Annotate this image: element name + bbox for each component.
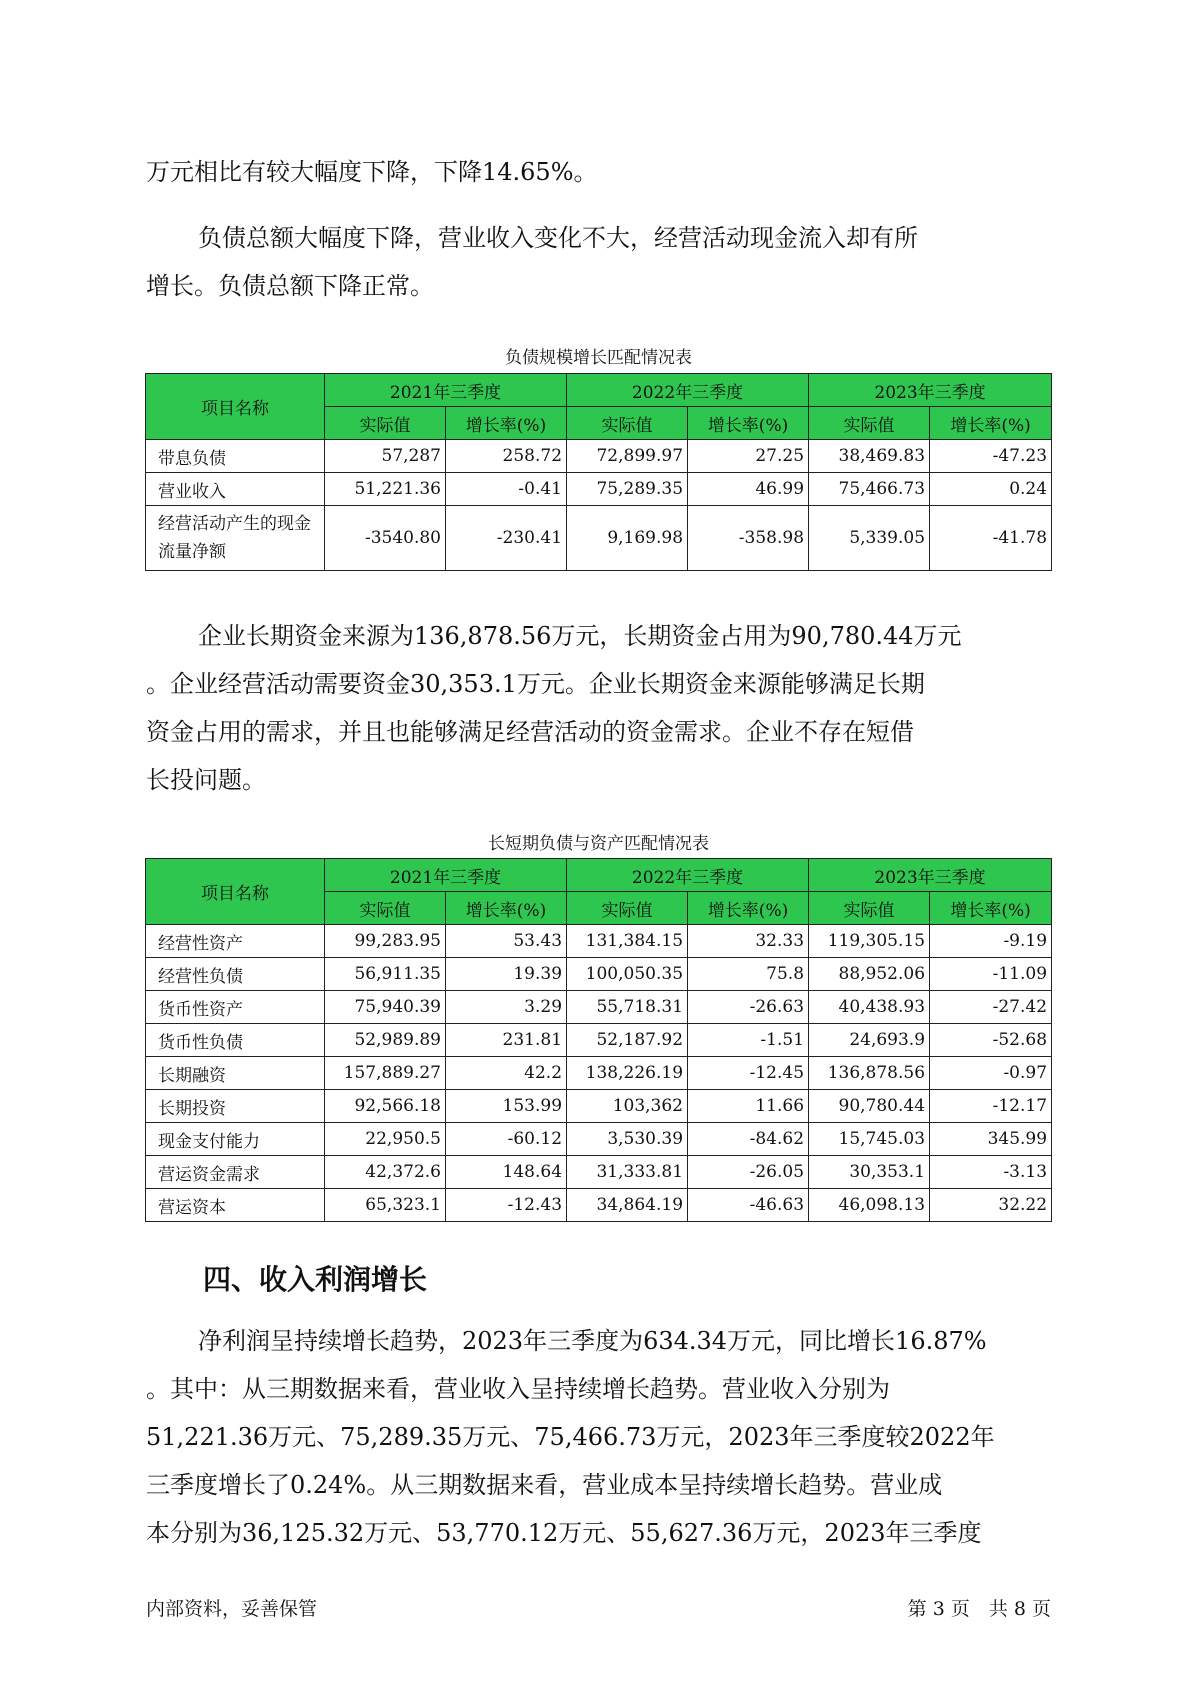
cell: 65,323.1 bbox=[325, 1189, 446, 1222]
header-growth: 增长率(%) bbox=[446, 892, 567, 925]
cell: 5,339.05 bbox=[809, 506, 930, 571]
cell: 119,305.15 bbox=[809, 925, 930, 958]
cell: -12.43 bbox=[446, 1189, 567, 1222]
cell: 75,289.35 bbox=[567, 473, 688, 506]
text-line: 长投问题。 bbox=[146, 766, 266, 794]
cell: 42,372.6 bbox=[325, 1156, 446, 1189]
cell: 46.99 bbox=[688, 473, 809, 506]
row-label: 营运资金需求 bbox=[146, 1156, 325, 1189]
section-heading: 四、收入利润增长 bbox=[203, 1263, 428, 1296]
cell: 131,384.15 bbox=[567, 925, 688, 958]
cell: 99,283.95 bbox=[325, 925, 446, 958]
table-row bbox=[146, 506, 1052, 571]
cell: 56,911.35 bbox=[325, 958, 446, 991]
text-line: 增长。负债总额下降正常。 bbox=[146, 272, 434, 300]
cell: -52.68 bbox=[930, 1024, 1052, 1057]
cell: -0.97 bbox=[930, 1057, 1052, 1090]
cell: -230.41 bbox=[446, 506, 567, 571]
table-row bbox=[146, 1123, 1052, 1156]
cell: -0.41 bbox=[446, 473, 567, 506]
cell: 22,950.5 bbox=[325, 1123, 446, 1156]
row-label: 带息负债 bbox=[146, 440, 325, 473]
cell: 138,226.19 bbox=[567, 1057, 688, 1090]
cell: 75.8 bbox=[688, 958, 809, 991]
row-label: 经营活动产生的现金流量净额 bbox=[146, 506, 325, 571]
footer-page-number: 第 3 页 共 8 页 bbox=[907, 1598, 1051, 1620]
text-line: 企业长期资金来源为136,878.56万元，长期资金占用为90,780.44万元 bbox=[198, 622, 962, 650]
cell: 3,530.39 bbox=[567, 1123, 688, 1156]
header-growth: 增长率(%) bbox=[688, 892, 809, 925]
header-actual: 实际值 bbox=[325, 892, 446, 925]
paragraph-4 bbox=[146, 1317, 1051, 1557]
cell: 157,889.27 bbox=[325, 1057, 446, 1090]
cell: 42.2 bbox=[446, 1057, 567, 1090]
text-line: 负债总额大幅度下降，营业收入变化不大，经营活动现金流入却有所 bbox=[198, 224, 918, 252]
header-growth: 增长率(%) bbox=[930, 892, 1052, 925]
cell: 0.24 bbox=[930, 473, 1052, 506]
text-line: 。其中：从三期数据来看，营业收入呈持续增长趋势。营业收入分别为 bbox=[146, 1375, 890, 1403]
paragraph-3 bbox=[146, 612, 1051, 804]
cell: -47.23 bbox=[930, 440, 1052, 473]
cell: 31,333.81 bbox=[567, 1156, 688, 1189]
paragraph-2 bbox=[146, 214, 1051, 310]
cell: 75,466.73 bbox=[809, 473, 930, 506]
table-row bbox=[146, 925, 1052, 958]
header-actual: 实际值 bbox=[325, 407, 446, 440]
table-1 bbox=[145, 373, 1052, 571]
text-line: 三季度增长了0.24%。从三期数据来看，营业成本呈持续增长趋势。营业成 bbox=[146, 1471, 943, 1499]
paragraph-1 bbox=[146, 148, 1051, 196]
cell: -3540.80 bbox=[325, 506, 446, 571]
cell: -60.12 bbox=[446, 1123, 567, 1156]
cell: -12.45 bbox=[688, 1057, 809, 1090]
header-growth: 增长率(%) bbox=[930, 407, 1052, 440]
header-actual: 实际值 bbox=[567, 407, 688, 440]
header-period: 2021年三季度 bbox=[325, 859, 567, 892]
cell: 38,469.83 bbox=[809, 440, 930, 473]
text-line: 51,221.36万元、75,289.35万元、75,466.73万元，2023年三季度较2022年 bbox=[146, 1423, 995, 1451]
cell: 75,940.39 bbox=[325, 991, 446, 1024]
header-period: 2023年三季度 bbox=[809, 859, 1052, 892]
table-row bbox=[146, 1057, 1052, 1090]
cell: 136,878.56 bbox=[809, 1057, 930, 1090]
table-row bbox=[146, 1156, 1052, 1189]
table-row bbox=[146, 440, 1052, 473]
table-row bbox=[146, 1189, 1052, 1222]
table-row bbox=[146, 958, 1052, 991]
table-row bbox=[146, 991, 1052, 1024]
cell: 32.22 bbox=[930, 1189, 1052, 1222]
header-period: 2021年三季度 bbox=[325, 374, 567, 407]
cell: -9.19 bbox=[930, 925, 1052, 958]
row-label: 长期投资 bbox=[146, 1090, 325, 1123]
cell: 40,438.93 bbox=[809, 991, 930, 1024]
row-label: 货币性负债 bbox=[146, 1024, 325, 1057]
cell: 11.66 bbox=[688, 1090, 809, 1123]
cell: 9,169.98 bbox=[567, 506, 688, 571]
header-growth: 增长率(%) bbox=[688, 407, 809, 440]
cell: 19.39 bbox=[446, 958, 567, 991]
text-line: 净利润呈持续增长趋势，2023年三季度为634.34万元，同比增长16.87% bbox=[198, 1327, 987, 1355]
table-row bbox=[146, 1024, 1052, 1057]
cell: 52,989.89 bbox=[325, 1024, 446, 1057]
cell: 24,693.9 bbox=[809, 1024, 930, 1057]
cell: 34,864.19 bbox=[567, 1189, 688, 1222]
cell: -27.42 bbox=[930, 991, 1052, 1024]
cell: 258.72 bbox=[446, 440, 567, 473]
cell: 53.43 bbox=[446, 925, 567, 958]
cell: 51,221.36 bbox=[325, 473, 446, 506]
table-1-caption: 负债规模增长匹配情况表 bbox=[505, 348, 692, 368]
cell: 27.25 bbox=[688, 440, 809, 473]
table-2-caption: 长短期负债与资产匹配情况表 bbox=[488, 834, 709, 854]
cell: 103,362 bbox=[567, 1090, 688, 1123]
header-item-name: 项目名称 bbox=[146, 859, 325, 925]
header-item-name: 项目名称 bbox=[146, 374, 325, 440]
cell: 55,718.31 bbox=[567, 991, 688, 1024]
cell: -41.78 bbox=[930, 506, 1052, 571]
header-actual: 实际值 bbox=[809, 407, 930, 440]
cell: 100,050.35 bbox=[567, 958, 688, 991]
row-label: 营运资本 bbox=[146, 1189, 325, 1222]
cell: 15,745.03 bbox=[809, 1123, 930, 1156]
footer-left: 内部资料，妥善保管 bbox=[146, 1598, 318, 1620]
text-line: 本分别为36,125.32万元、53,770.12万元、55,627.36万元，2023年三季度 bbox=[146, 1519, 982, 1547]
row-label: 长期融资 bbox=[146, 1057, 325, 1090]
cell: 92,566.18 bbox=[325, 1090, 446, 1123]
cell: -26.63 bbox=[688, 991, 809, 1024]
row-label: 营业收入 bbox=[146, 473, 325, 506]
text-line: 万元相比有较大幅度下降，下降14.65%。 bbox=[146, 158, 598, 186]
cell: 88,952.06 bbox=[809, 958, 930, 991]
cell: -46.63 bbox=[688, 1189, 809, 1222]
header-period: 2023年三季度 bbox=[809, 374, 1052, 407]
cell: 153.99 bbox=[446, 1090, 567, 1123]
cell: 90,780.44 bbox=[809, 1090, 930, 1123]
cell: 231.81 bbox=[446, 1024, 567, 1057]
header-period: 2022年三季度 bbox=[567, 859, 809, 892]
text-line: 资金占用的需求，并且也能够满足经营活动的资金需求。企业不存在短借 bbox=[146, 718, 914, 746]
header-actual: 实际值 bbox=[809, 892, 930, 925]
cell: -1.51 bbox=[688, 1024, 809, 1057]
cell: -12.17 bbox=[930, 1090, 1052, 1123]
cell: 30,353.1 bbox=[809, 1156, 930, 1189]
table-2 bbox=[145, 858, 1052, 1222]
row-label: 现金支付能力 bbox=[146, 1123, 325, 1156]
cell: -3.13 bbox=[930, 1156, 1052, 1189]
table-row bbox=[146, 473, 1052, 506]
cell: -358.98 bbox=[688, 506, 809, 571]
cell: 46,098.13 bbox=[809, 1189, 930, 1222]
cell: -11.09 bbox=[930, 958, 1052, 991]
cell: 3.29 bbox=[446, 991, 567, 1024]
cell: -84.62 bbox=[688, 1123, 809, 1156]
row-label: 货币性资产 bbox=[146, 991, 325, 1024]
row-label: 经营性负债 bbox=[146, 958, 325, 991]
cell: 148.64 bbox=[446, 1156, 567, 1189]
header-actual: 实际值 bbox=[567, 892, 688, 925]
text-line: 。企业经营活动需要资金30,353.1万元。企业长期资金来源能够满足长期 bbox=[146, 670, 925, 698]
table-row bbox=[146, 1090, 1052, 1123]
header-growth: 增长率(%) bbox=[446, 407, 567, 440]
header-period: 2022年三季度 bbox=[567, 374, 809, 407]
cell: 72,899.97 bbox=[567, 440, 688, 473]
cell: 57,287 bbox=[325, 440, 446, 473]
cell: 345.99 bbox=[930, 1123, 1052, 1156]
row-label: 经营性资产 bbox=[146, 925, 325, 958]
cell: 52,187.92 bbox=[567, 1024, 688, 1057]
cell: 32.33 bbox=[688, 925, 809, 958]
cell: -26.05 bbox=[688, 1156, 809, 1189]
